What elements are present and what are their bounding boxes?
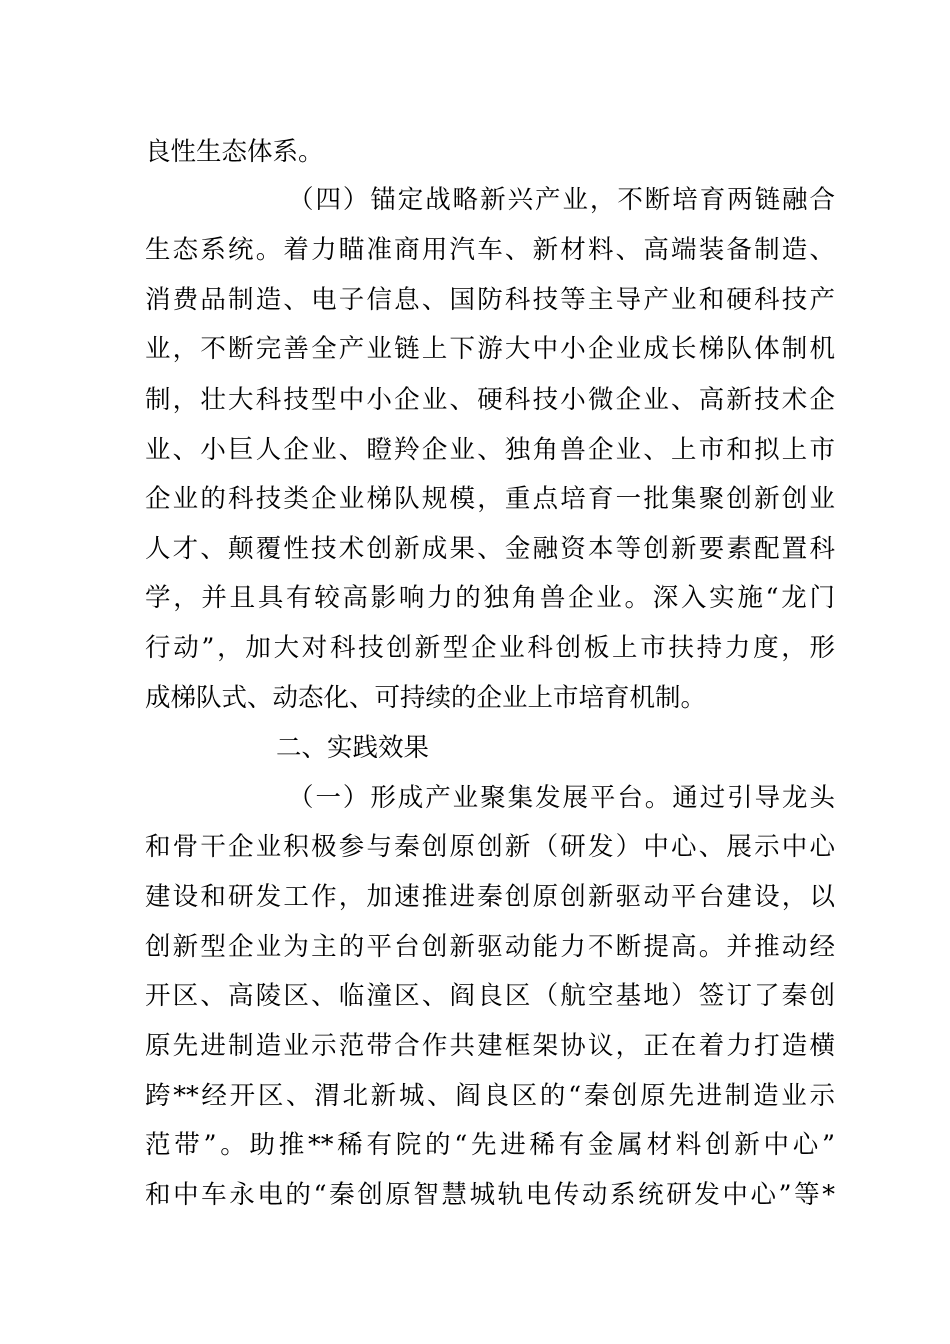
paragraph-line-1: 良性生态体系。: [145, 137, 324, 167]
paragraph-line-4: 消费品制造、电子信息、国防科技等主导产业和硬科技产: [145, 285, 835, 315]
section-heading: 二、实践效果: [276, 733, 430, 763]
paragraph-line-16: 建设和研发工作，加速推进秦创原创新驱动平台建设，以: [145, 882, 835, 912]
paragraph-line-20: 跨**经开区、渭北新城、阎良区的“秦创原先进制造业示: [145, 1081, 835, 1111]
paragraph-line-18: 开区、高陵区、临潼区、阎良区（航空基地）签订了秦创: [145, 981, 835, 1011]
paragraph-line-5: 业，不断完善全产业链上下游大中小企业成长梯队体制机: [145, 334, 835, 364]
paragraph-line-3: 生态系统。着力瞄准商用汽车、新材料、高端装备制造、: [145, 235, 835, 265]
paragraph-line-19: 原先进制造业示范带合作共建框架协议，正在着力打造横: [145, 1031, 835, 1061]
paragraph-line-12: 成梯队式、动态化、可持续的企业上市培育机制。: [145, 683, 707, 713]
paragraph-line-6: 制，壮大科技型中小企业、硬科技小微企业、高新技术企: [145, 385, 835, 415]
paragraph-line-21: 范带”。助推**稀有院的“先进稀有金属材料创新中心”: [145, 1130, 835, 1160]
paragraph-line-9: 人才、颠覆性技术创新成果、金融资本等创新要素配置科: [145, 534, 835, 564]
paragraph-line-11: 行动”，加大对科技创新型企业科创板上市扶持力度，形: [145, 633, 835, 663]
paragraph-line-8: 企业的科技类企业梯队规模，重点培育一批集聚创新创业: [145, 484, 835, 514]
paragraph-line-2: （四）锚定战略新兴产业，不断培育两链融合: [288, 185, 835, 215]
paragraph-line-17: 创新型企业为主的平台创新驱动能力不断提高。并推动经: [145, 932, 835, 962]
paragraph-line-15: 和骨干企业积极参与秦创原创新（研发）中心、展示中心: [145, 832, 835, 862]
paragraph-line-14: （一）形成产业聚集发展平台。通过引导龙头: [288, 783, 835, 813]
paragraph-line-10: 学，并且具有较高影响力的独角兽企业。深入实施“龙门: [145, 583, 835, 613]
paragraph-line-22: 和中车永电的“秦创原智慧城轨电传动系统研发中心”等*: [145, 1180, 835, 1210]
paragraph-line-7: 业、小巨人企业、瞪羚企业、独角兽企业、上市和拟上市: [145, 435, 835, 465]
